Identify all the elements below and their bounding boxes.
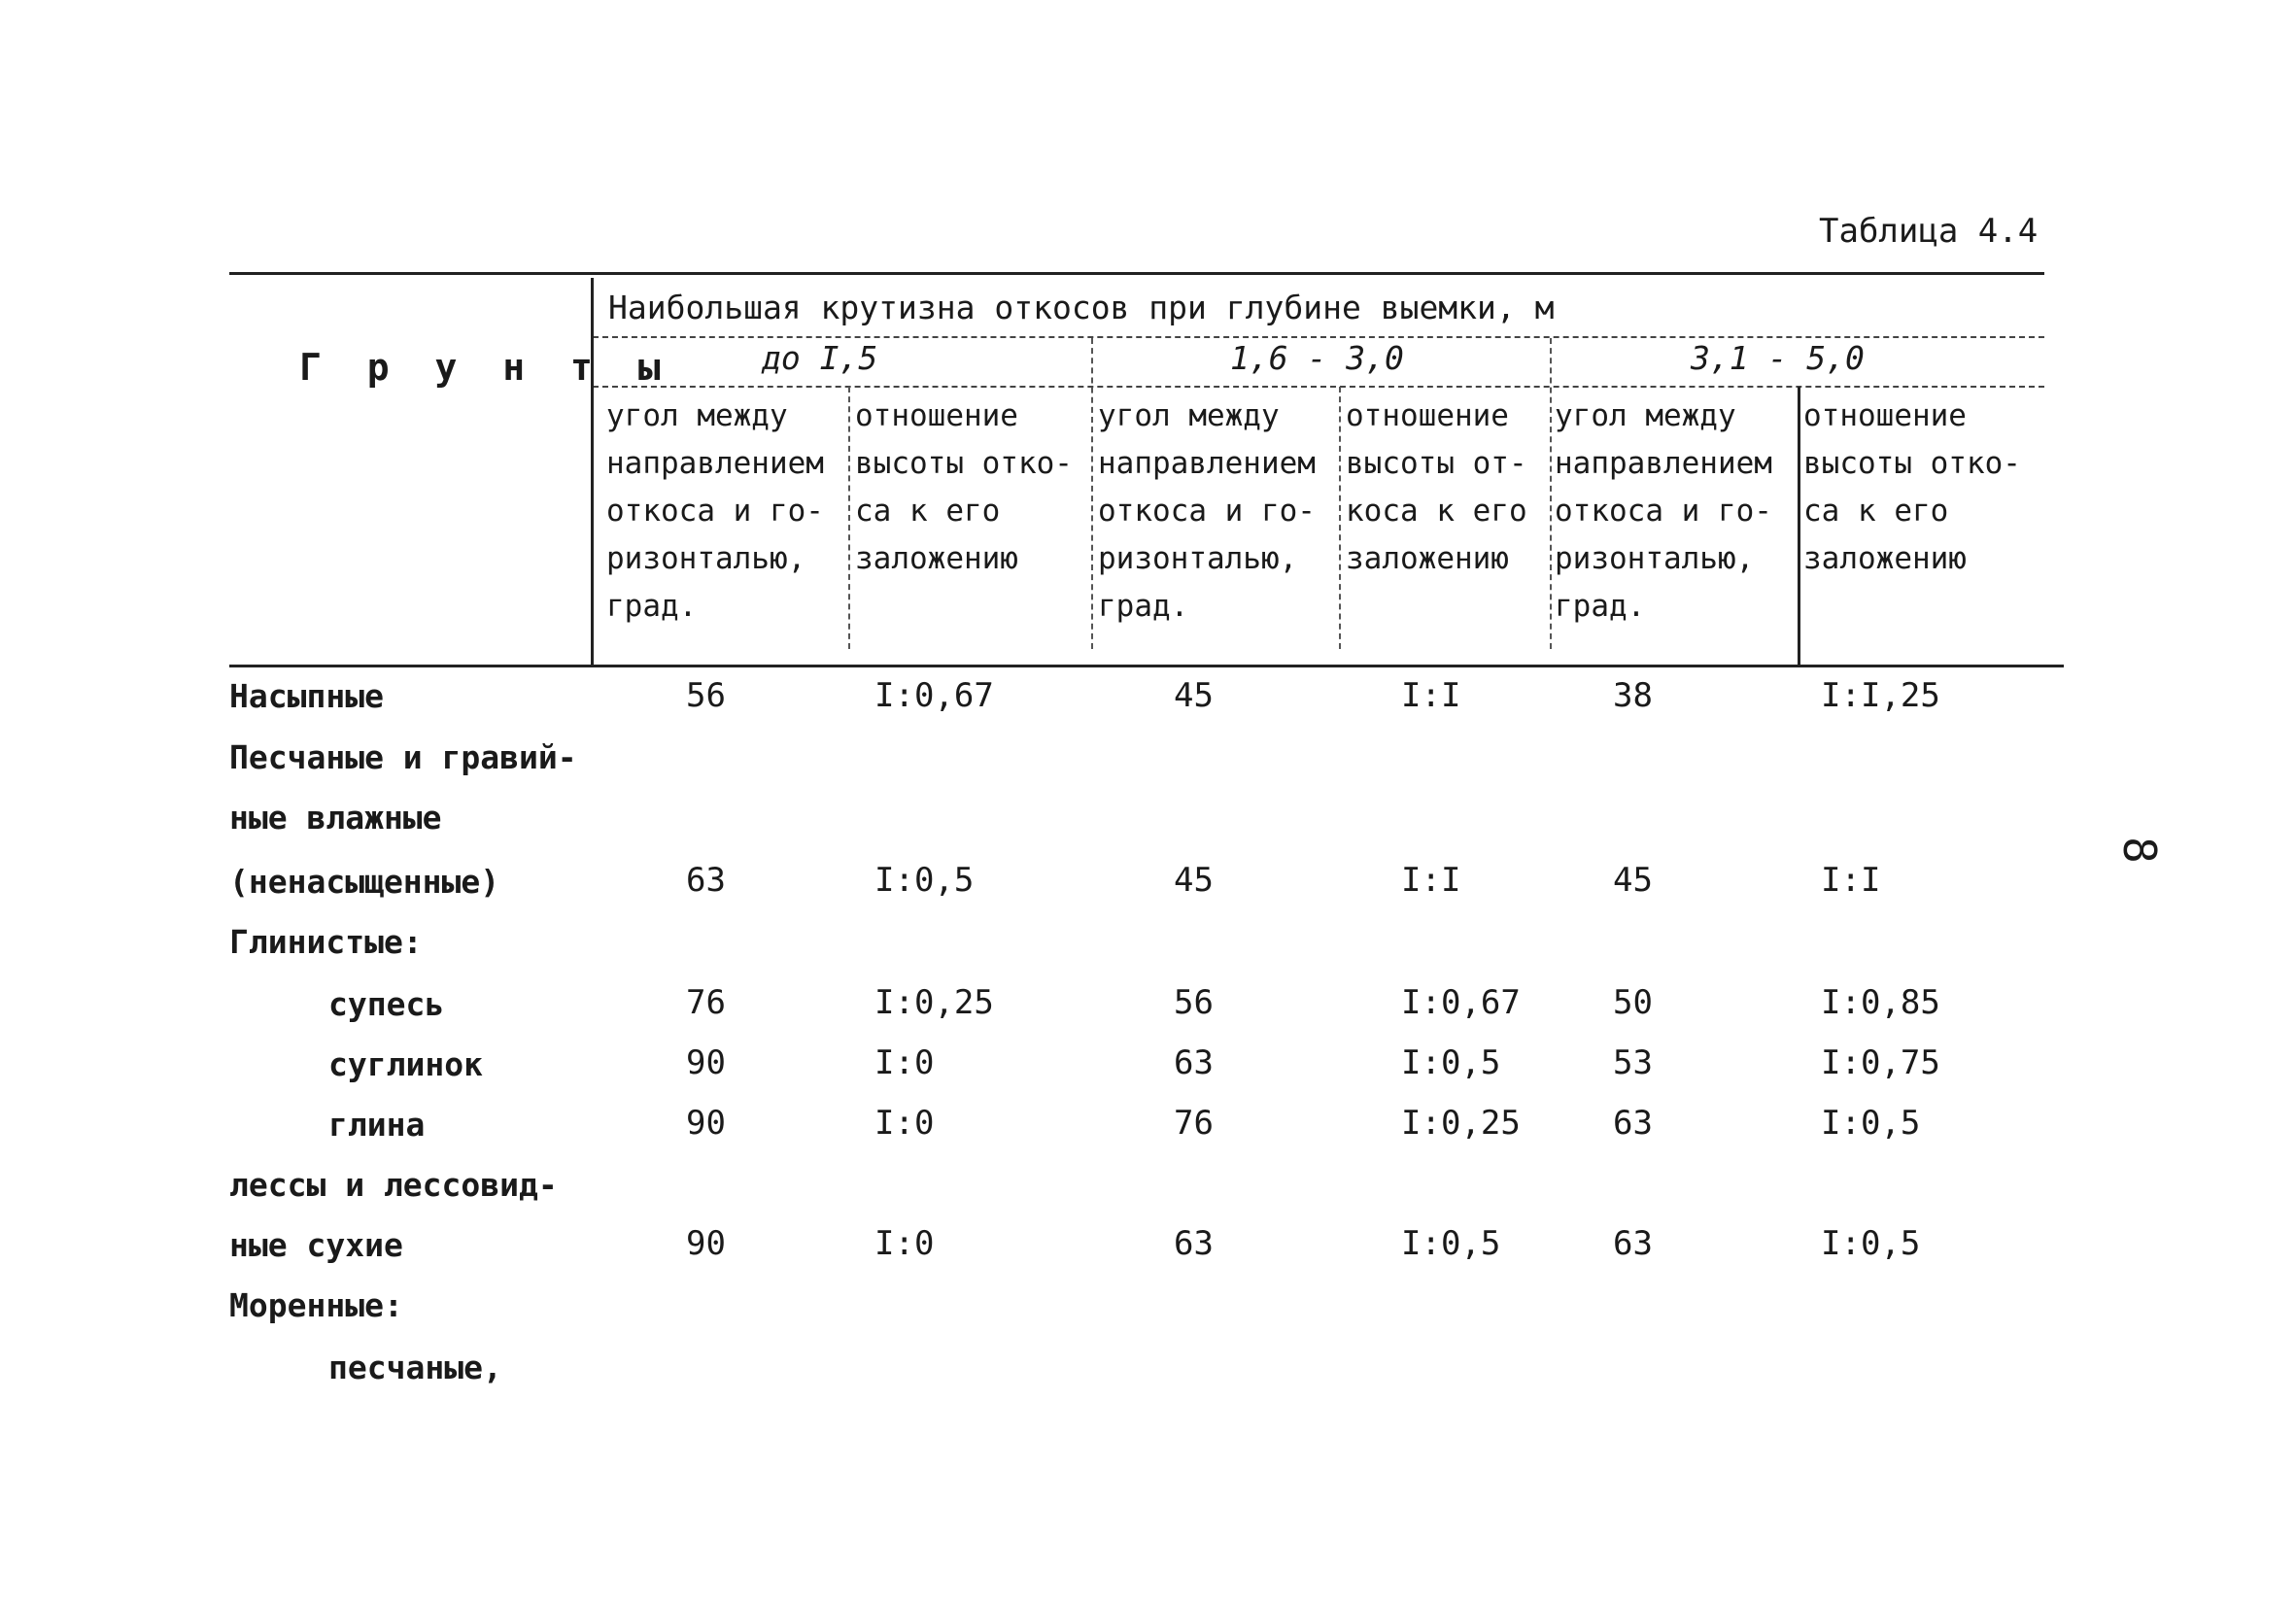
subcol-divider-2 bbox=[1339, 387, 1341, 649]
cell-value: 50 bbox=[1613, 983, 1653, 1022]
row-label-supes: супесь bbox=[328, 985, 445, 1023]
slope-header: Наибольшая крутизна откосов при глубине выемки, м bbox=[608, 289, 1555, 326]
soil-column-divider bbox=[591, 278, 594, 666]
row-label-glina: глина bbox=[328, 1106, 426, 1144]
cell-value: I:I,25 bbox=[1821, 676, 1940, 715]
cell-value: I:0,67 bbox=[874, 676, 994, 715]
page-side-mark: 8 bbox=[2112, 837, 2166, 864]
subheader-ratio-2: отношение высоты от- коса к его заложению bbox=[1346, 398, 1527, 576]
row-label-nasypnye: Насыпные bbox=[229, 677, 384, 715]
subheader-ratio-3: отношение высоты отко- са к его заложению bbox=[1803, 398, 2021, 576]
subheader-angle-2: угол между направлением откоса и го- ризонталью, град. bbox=[1098, 398, 1316, 624]
cell-value: 45 bbox=[1613, 861, 1653, 900]
cell-value: I:0,25 bbox=[874, 983, 994, 1022]
cell-value: I:0 bbox=[874, 1104, 935, 1143]
cell-value: 38 bbox=[1613, 676, 1653, 715]
depth-header-2: 1,6 - 3,0 bbox=[1230, 339, 1404, 377]
cell-value: I:0,85 bbox=[1821, 983, 1940, 1022]
depth-divider-2 bbox=[1550, 338, 1552, 649]
subheader-angle-1: угол между направлением откоса и го- ризонталью, град. bbox=[606, 398, 824, 624]
cell-value: I:0,5 bbox=[1821, 1104, 1921, 1143]
cell-value: 56 bbox=[686, 676, 726, 715]
cell-value: I:0 bbox=[874, 1043, 935, 1082]
cell-value: 63 bbox=[1174, 1224, 1214, 1263]
table-caption: Таблица 4.4 bbox=[1819, 212, 2039, 251]
cell-value: 45 bbox=[1174, 861, 1214, 900]
cell-value: 63 bbox=[1613, 1104, 1653, 1143]
cell-value: I:0,67 bbox=[1401, 983, 1521, 1022]
subheader-rule bbox=[593, 386, 2044, 388]
row-label-morennye: Моренные: bbox=[229, 1286, 403, 1324]
cell-value: I:I bbox=[1821, 861, 1881, 900]
row-label-peschanye-2: ные влажные bbox=[229, 799, 442, 837]
row-label-lessy-2: ные сухие bbox=[229, 1226, 403, 1264]
subcol-divider-1 bbox=[848, 387, 850, 649]
subheader-ratio-1: отношение высоты отко- са к его заложению bbox=[855, 398, 1073, 576]
cell-value: I:0,75 bbox=[1821, 1043, 1940, 1082]
depth-header-1: до I,5 bbox=[762, 339, 878, 377]
depth-divider-1 bbox=[1091, 338, 1093, 649]
cell-value: 63 bbox=[686, 861, 726, 900]
cell-value: I:0,5 bbox=[1401, 1043, 1501, 1082]
soil-header: Г р у н т ы bbox=[299, 346, 672, 389]
row-label-glinistye: Глинистые: bbox=[229, 923, 423, 961]
cell-value: 90 bbox=[686, 1104, 726, 1143]
cell-value: I:0,25 bbox=[1401, 1104, 1521, 1143]
table-top-rule bbox=[229, 272, 2044, 275]
cell-value: I:0,5 bbox=[1821, 1224, 1921, 1263]
row-label-lessy-1: лессы и лессовид- bbox=[229, 1166, 558, 1204]
subheader-angle-3: угол между направлением откоса и го- ризонталью, град. bbox=[1555, 398, 1772, 624]
depth-header-3: 3,1 - 5,0 bbox=[1691, 339, 1865, 377]
cell-value: 76 bbox=[686, 983, 726, 1022]
row-label-peschanye-morennye: песчаные, bbox=[328, 1349, 502, 1386]
cell-value: I:0,5 bbox=[874, 861, 975, 900]
row-label-peschanye-3: (ненасыщенные) bbox=[229, 863, 500, 901]
cell-value: 63 bbox=[1613, 1224, 1653, 1263]
cell-value: 90 bbox=[686, 1224, 726, 1263]
cell-value: I:I bbox=[1401, 676, 1461, 715]
cell-value: I:0,5 bbox=[1401, 1224, 1501, 1263]
header-bottom-rule bbox=[229, 665, 2064, 667]
depth-header-rule bbox=[593, 336, 2044, 338]
cell-value: I:I bbox=[1401, 861, 1461, 900]
row-label-suglinok: суглинок bbox=[328, 1045, 483, 1083]
cell-value: 90 bbox=[686, 1043, 726, 1082]
row-label-peschanye-1: Песчаные и гравий- bbox=[229, 738, 577, 776]
cell-value: I:0 bbox=[874, 1224, 935, 1263]
cell-value: 63 bbox=[1174, 1043, 1214, 1082]
cell-value: 76 bbox=[1174, 1104, 1214, 1143]
cell-value: 56 bbox=[1174, 983, 1214, 1022]
cell-value: 53 bbox=[1613, 1043, 1653, 1082]
cell-value: 45 bbox=[1174, 676, 1214, 715]
subcol-divider-3 bbox=[1798, 387, 1800, 665]
